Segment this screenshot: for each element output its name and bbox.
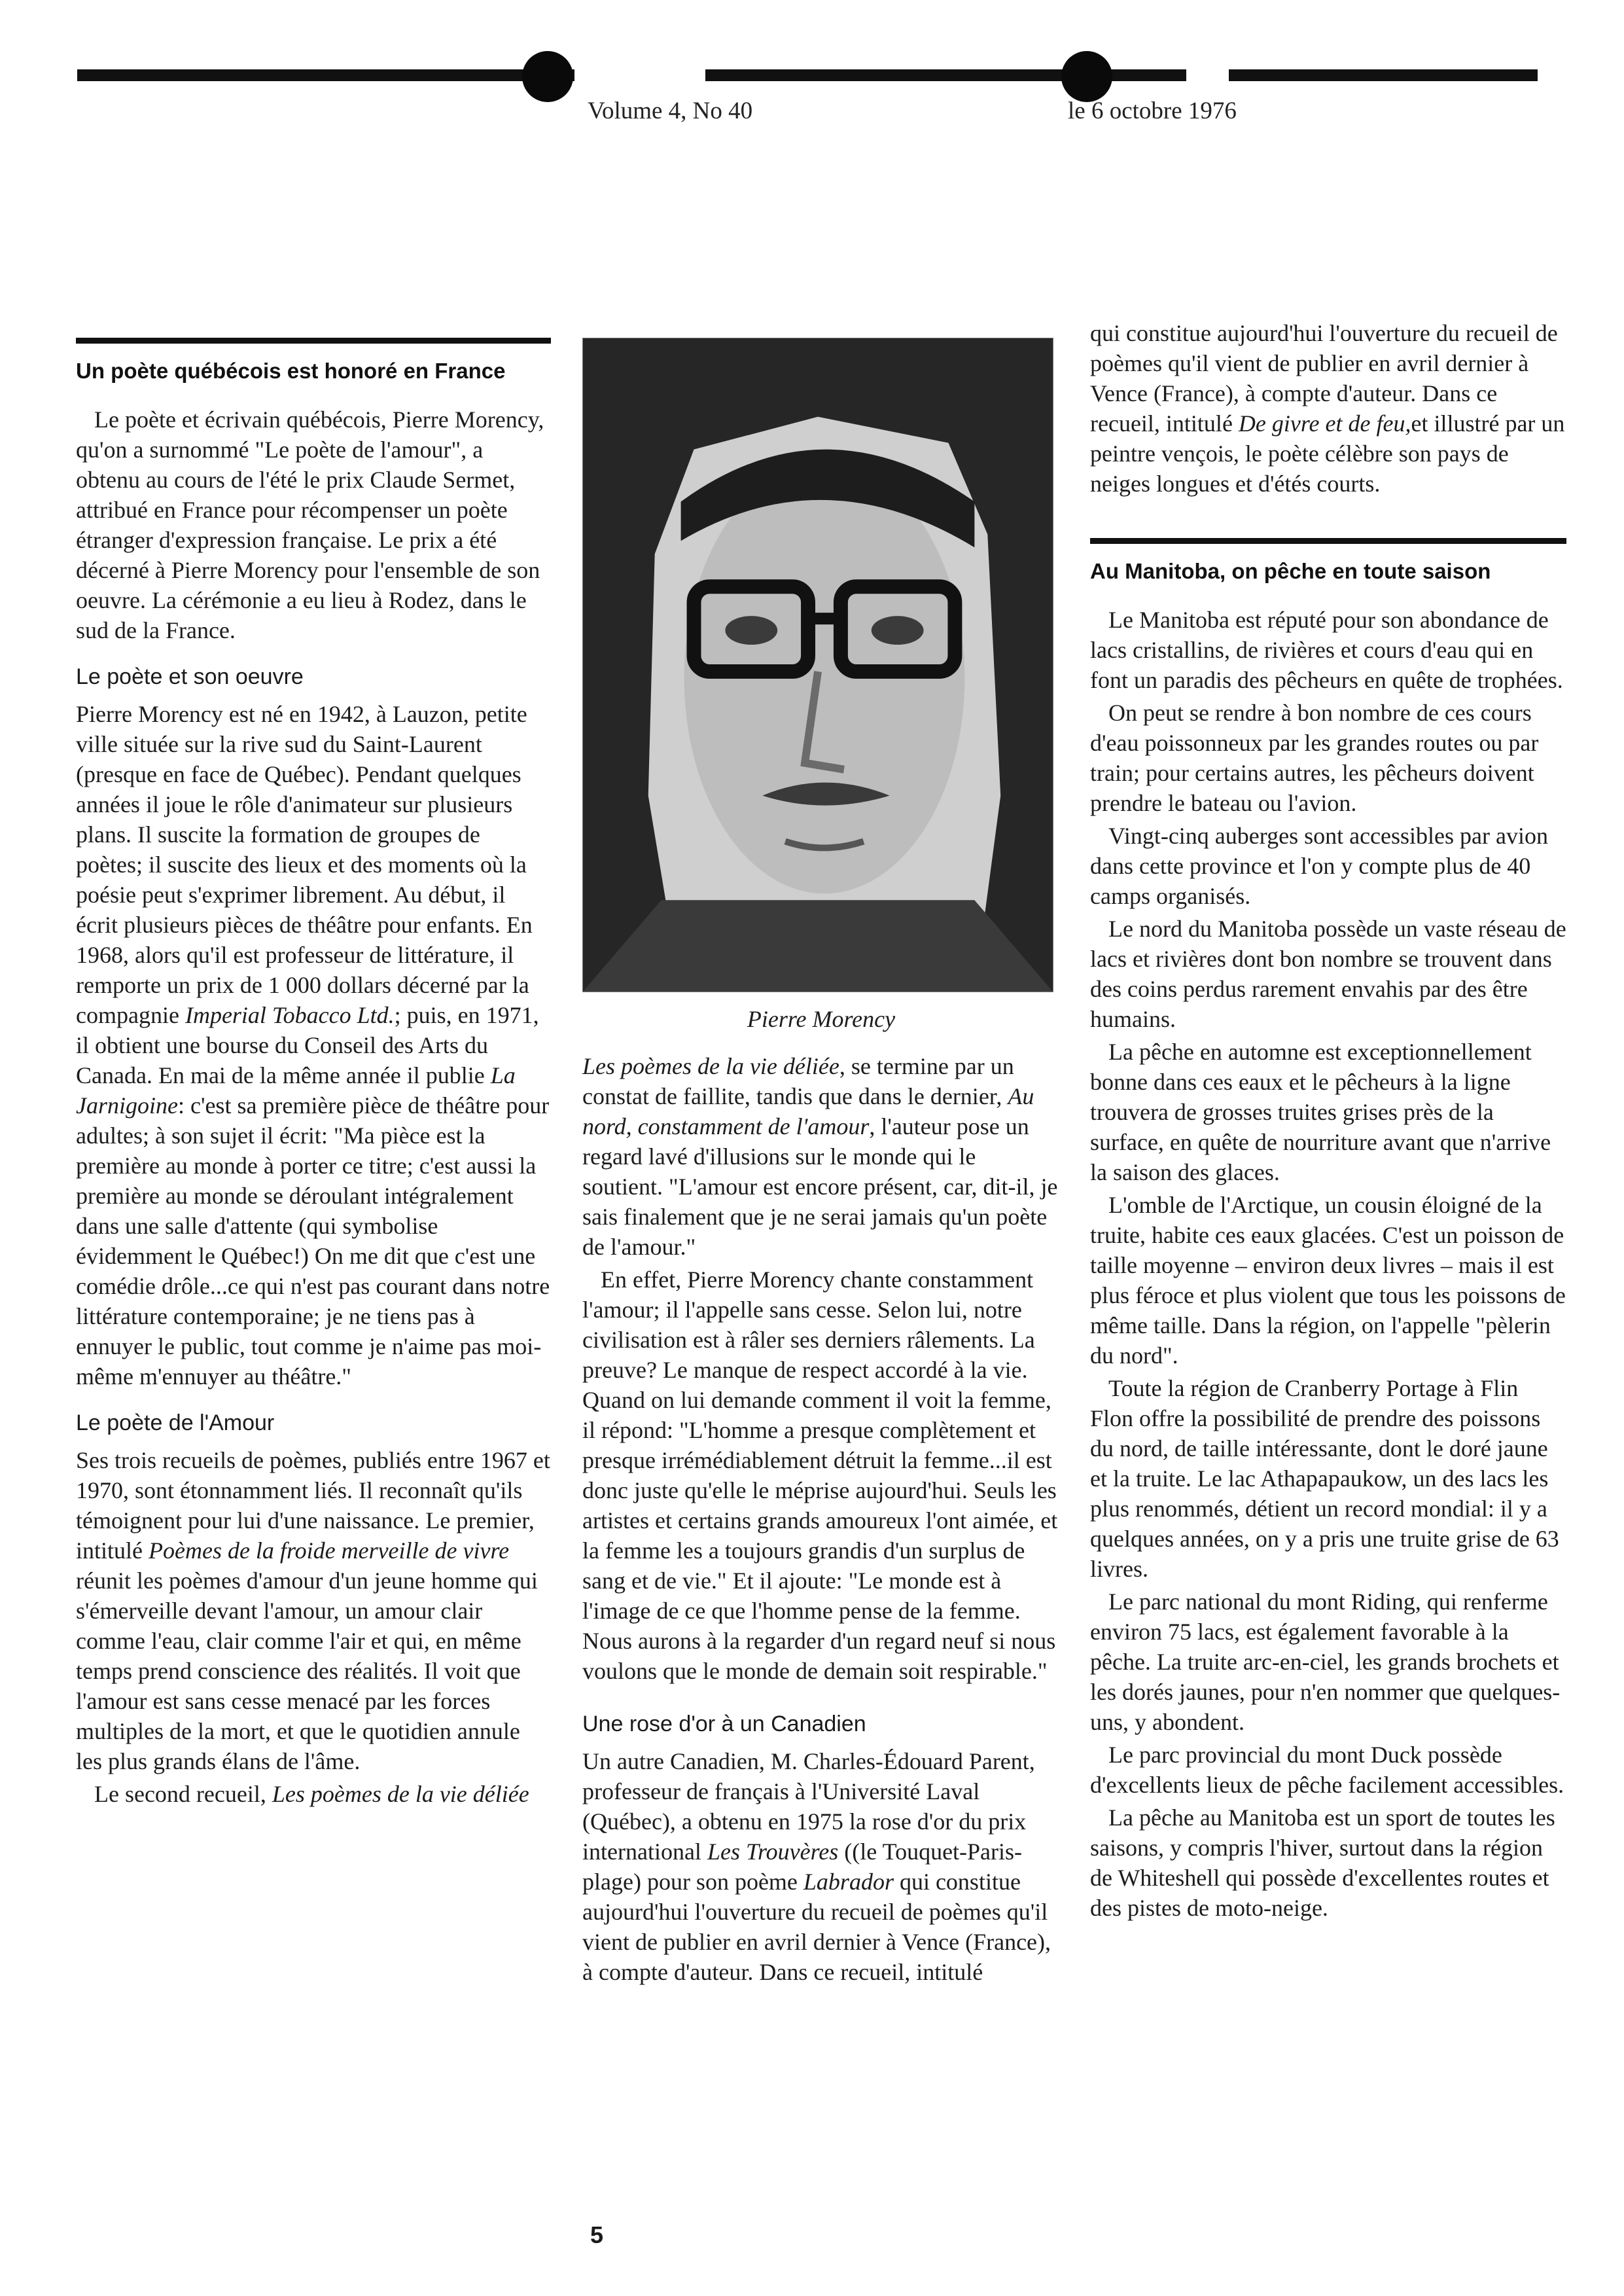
paragraph-recueils: Ses trois recueils de poèmes, publiés entre 1967 et 1970, sont étonnamment liés. Il reconnaît qu'ils témoignent pour lui d'une naissance. Le premier, intitulé Poèmes de la froide merveille de vivre réunit les poèmes d'amour d'un jeune homme qui s'émerveille devant l'amour, un amour clair comme l'eau, clair comme l'air et qui, en même temps prend conscience des réalités. Il voit que l'amour est sans cesse menacé par les forces multiples de la mort, et que le quotidien annule les plus grands élans de l'âme.	[76, 1447, 550, 1774]
manitoba-paragraph: Le parc provincial du mont Duck possède d'excellents lieux de pêche facilement accessibles.	[1090, 1742, 1564, 1798]
section-heading-amour: Le poète de l'Amour	[76, 1410, 275, 1435]
masthead-dot-left	[522, 51, 573, 102]
article-title: Un poète québécois est honoré en France	[76, 359, 506, 383]
manitoba-paragraph: La pêche au Manitoba est un sport de toutes les saisons, y compris l'hiver, surtout dans la région de Whiteshell qui possède d'excellentes routes et des pistes de moto-neige.	[1090, 1804, 1555, 1921]
volume-number: Volume 4, No 40	[588, 98, 753, 124]
paragraph-rose-d-or: Un autre Canadien, M. Charles-Édouard Parent, professeur de français à l'Université Laval (Québec), a obtenu en 1975 la rose d'or du prix international Les Trouvères ((le Touquet-Paris-plage) pour son poème Labrador qui constitue aujourd'hui l'ouverture du recueil de poèmes qu'il vient de publier en avril dernier à Vence (France), à compte d'auteur. Dans ce recueil, intitulé	[582, 1748, 1051, 1985]
section-heading-rose-d-or: Une rose d'or à un Canadien	[582, 1712, 866, 1736]
article-intro: Le poète et écrivain québécois, Pierre Morency, qu'on a surnommé "Le poète de l'amour", a obtenu au cours de l'été le prix Claude Sermet, attribué en France pour récompenser un poète étranger d'expression française. Le prix a été décerné à Pierre Morency pour l'ensemble de son oeuvre. La cérémonie a eu lieu à Rodez, dans le sud de la France.	[76, 406, 544, 643]
section-heading-oeuvre: Le poète et son oeuvre	[76, 664, 304, 689]
article-rule-manitoba	[1090, 538, 1566, 544]
masthead-dot-right	[1061, 51, 1112, 102]
column-3	[1090, 318, 1566, 1923]
manitoba-paragraph: La pêche en automne est exceptionnellement bonne dans ces eaux et le pêcheurs à la ligne trouvera de grosses truites grises près de la surface, en quête de nourriture avant que n'arrive la saison des glaces.	[1090, 1039, 1551, 1185]
paragraph-biography: Pierre Morency est né en 1942, à Lauzon, petite ville située sur la rive sud du Saint-Laurent (presque en face de Québec). Pendant quelques années il joue le rôle d'animateur sur plusieurs plans. Il suscite la formation de groupes de poètes; il suscite des lieux et des moments où la poésie peut s'exprimer librement. Au début, il écrit plusieurs pièces de théâtre pour enfants. En 1968, alors qu'il est professeur de littérature, il remporte un prix de 1 000 dollars décerné par la compagnie Imperial Tobacco Ltd.; puis, en 1971, il obtient une bourse du Conseil des Arts du Canada. En mai de la même année il publie La Jarnigoine: c'est sa première pièce de théâtre pour adultes; à son sujet il écrit: "Ma pièce est la première au monde à porter ce titre; c'est aussi la première au monde se déroulant intégralement dans une salle d'attente (qui symbolise évidemment le Québec!) On me dit que c'est une comédie drôle...ce qui n'est pas courant dans notre littérature contemporaine; je ne tiens pas à ennuyer le public, tout comme je n'aime pas moi-même m'ennuyer au théâtre."	[76, 701, 550, 1390]
manitoba-paragraph: Le Manitoba est réputé pour son abondance de lacs cristallins, de rivières et cours d'eau qui en font un paradis des pêcheurs en quête de trophées.	[1090, 607, 1563, 693]
manitoba-paragraph: Vingt-cinq auberges sont accessibles par avion dans cette province et l'on y compte plus de 40 camps organisés.	[1090, 823, 1548, 909]
manitoba-paragraph: On peut se rendre à bon nombre de ces cours d'eau poissonneux par les grandes routes ou par train; pour certains autres, les pêcheurs doivent prendre le bateau ou l'avion.	[1090, 700, 1539, 816]
article-title-manitoba: Au Manitoba, on pêche en toute saison	[1090, 559, 1491, 583]
portrait-image	[583, 338, 1053, 992]
issue-date: le 6 octobre 1976	[1068, 98, 1237, 124]
paragraph-second-recueil-cont: Les poèmes de la vie déliée, se termine par un constat de faillite, tandis que dans le dernier, Au nord, constamment de l'amour, l'auteur pose un regard lavé d'illusions sur le monde qui le soutient. "L'amour est encore présent, car, dit-il, je sais finalement que je ne serai jamais qu'un poète de l'amour."	[582, 1053, 1058, 1260]
manitoba-paragraph: L'omble de l'Arctique, un cousin éloigné de la truite, habite ces eaux glacées. C'est un poisson de taille moyenne – environ deux livres – mais il est plus féroce et plus violent que tous les poissons de même taille. Dans la région, on l'appelle "pèlerin du nord".	[1090, 1192, 1566, 1369]
photo-caption: Pierre Morency	[747, 1006, 896, 1032]
manitoba-paragraph: Le nord du Manitoba possède un vaste réseau de lacs et rivières dont bon nombre se trouvent dans des coins perdus rarement envahis par des être humains.	[1090, 916, 1566, 1032]
article-body-manitoba	[1090, 605, 1566, 1923]
paragraph-en-effet: En effet, Pierre Morency chante constamment l'amour; il l'appelle sans cesse. Selon lui, notre civilisation est à râler ses derniers râlements. La preuve? Le manque de respect accordé à la vie. Quand on lui demande comment il voit la femme, il répond: "L'homme a presque complètement et presque irrémédiablement détruit la femme...il est donc juste qu'elle le méprise aujourd'hui. Seuls les artistes et certains grands amoureux l'ont aimée, et la femme les a toujours grandis d'un surplus de sang et de vie." Et il ajoute: "Le monde est à l'image de ce que l'homme pense de la femme. Nous aurons à la regarder d'un regard neuf si nous voulons que le monde de demain soit respirable."	[582, 1266, 1058, 1684]
column-1	[76, 338, 551, 1809]
page-number: 5	[590, 2221, 604, 2248]
manitoba-paragraph: Le parc national du mont Riding, qui renferme environ 75 lacs, est également favorable à la pêche. La truite arc-en-ciel, les grands brochets et les dorés jaunes, pour n'en nommer que quelques-uns, y abondent.	[1090, 1588, 1561, 1735]
paragraph-rose-d-or-cont: qui constitue aujourd'hui l'ouverture du recueil de poèmes qu'il vient de publier en avril dernier à Vence (France), à compte d'auteur. Dans ce recueil, intitulé De givre et de feu,et illustré par un peintre vençois, le poète célèbre son pays de neiges longues et d'étés courts.	[1090, 320, 1565, 497]
masthead-rule-middle	[705, 69, 1186, 81]
column-2	[582, 338, 1060, 1987]
masthead-rule-right	[1229, 69, 1538, 81]
paragraph-second-recueil: Le second recueil, Les poèmes de la vie déliée	[94, 1781, 529, 1807]
portrait-photo	[582, 338, 1053, 992]
manitoba-paragraph: Toute la région de Cranberry Portage à Flin Flon offre la possibilité de prendre des poissons du nord, de taille intéressante, dont le doré jaune et la truite. Le lac Athapapaukow, un des lacs les plus renommés, détient un record mondial: il y a quelques années, on y a pris une truite grise de 63 livres.	[1090, 1375, 1559, 1582]
masthead-rule-left	[77, 69, 574, 81]
article-rule	[76, 338, 551, 344]
